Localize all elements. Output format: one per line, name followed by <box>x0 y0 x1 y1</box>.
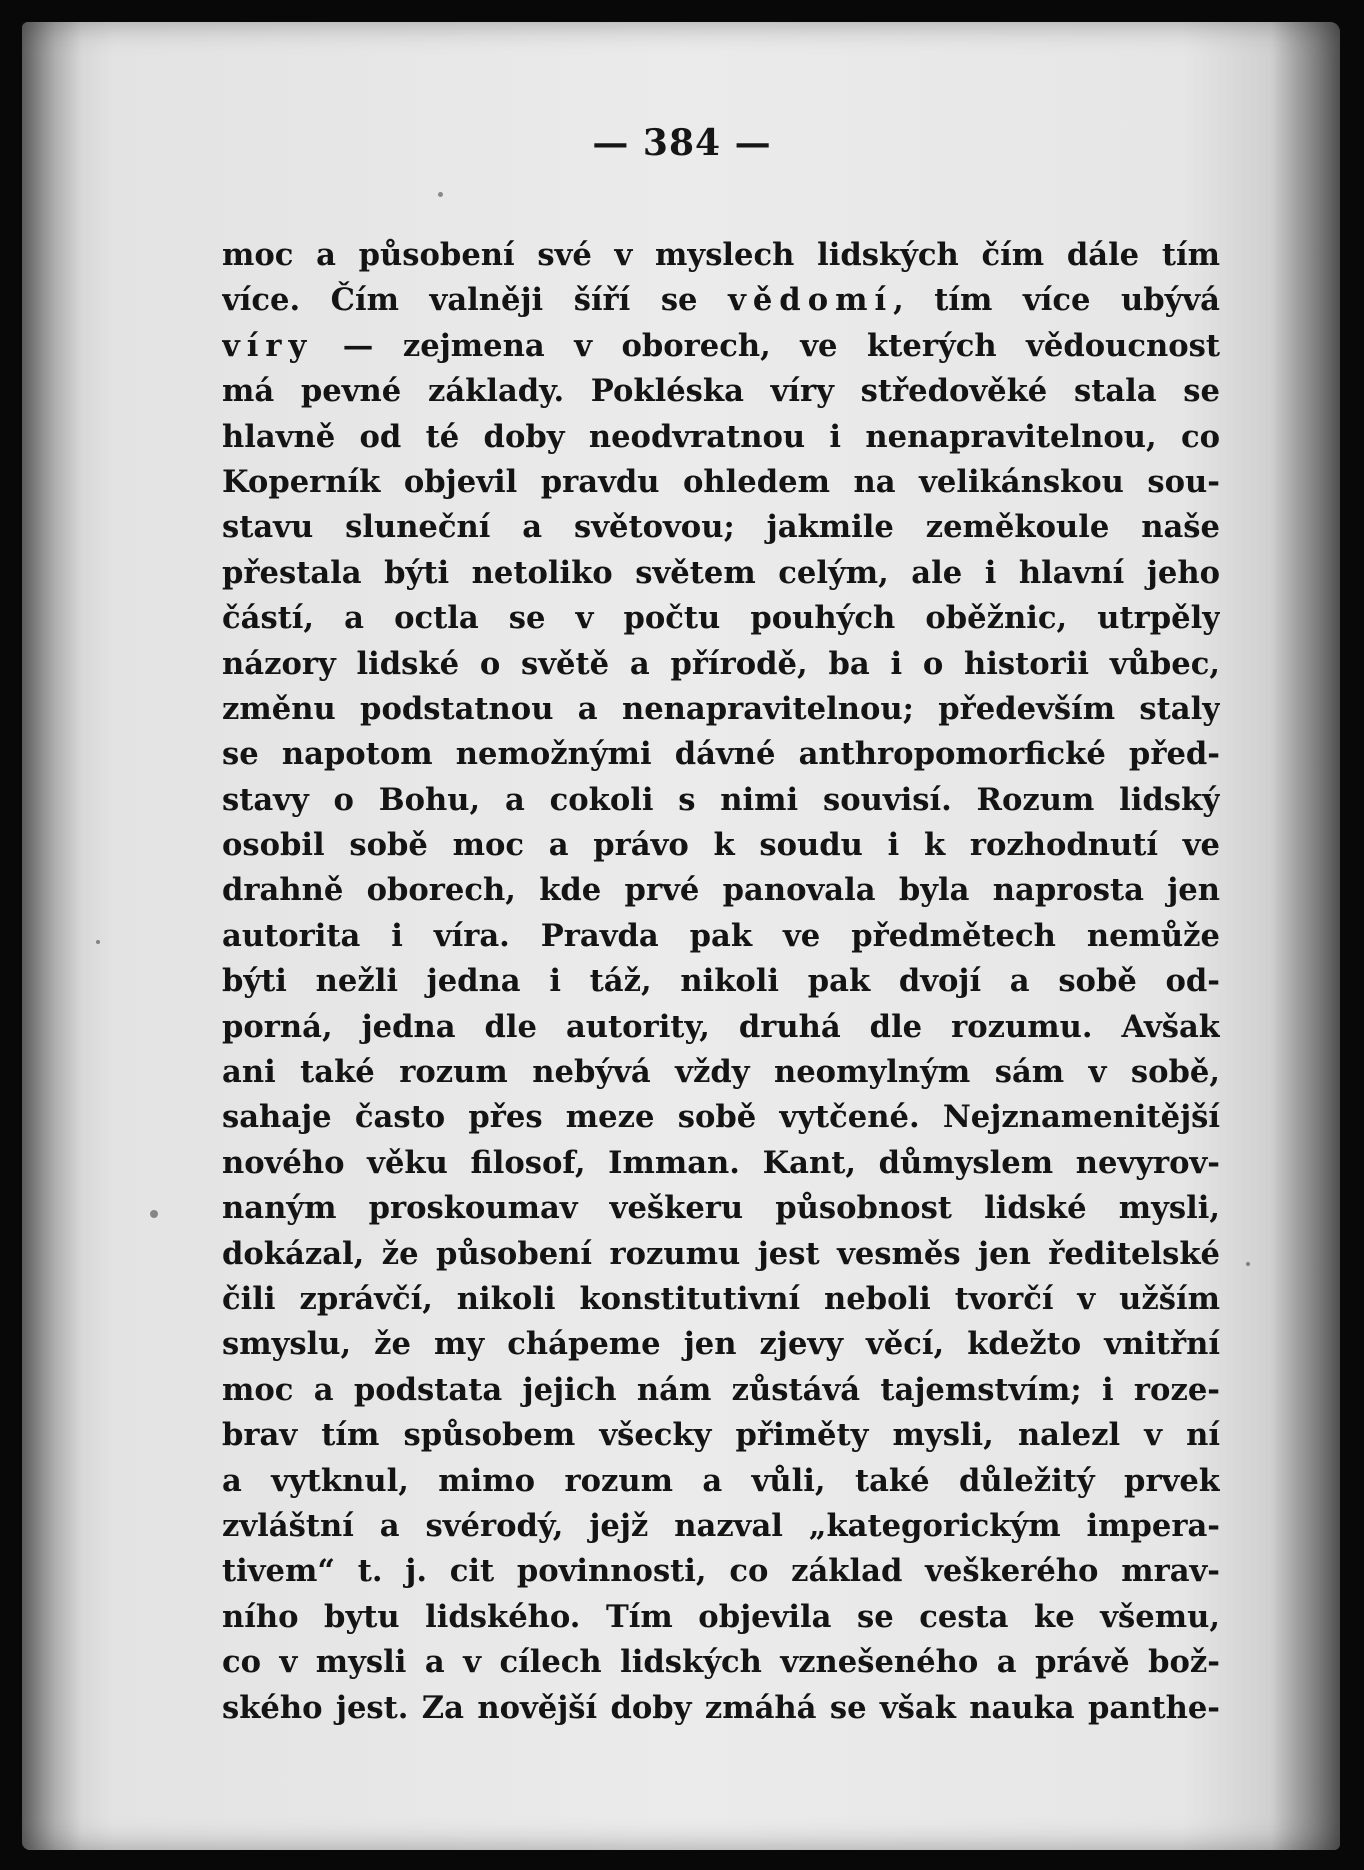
text-line: osobil sobě moc a právo k soudu i k rozhodnutí ve <box>222 827 1220 864</box>
text-line: ního bytu lidského. Tím objevila se cesta ke všemu, <box>222 1598 1220 1635</box>
text-line: moc a podstata jejich nám zůstává tajemstvím; i roze- <box>222 1371 1220 1408</box>
text-line: porná, jedna dle autority, druhá dle rozumu. Avšak <box>222 1008 1220 1045</box>
text-line: zvláštní a svérodý, jejž nazval „kategorickým impera- <box>222 1507 1220 1544</box>
text-line: smyslu, že my chápeme jen zjevy věcí, kdežto vnitřní <box>222 1326 1220 1363</box>
text-line: stavy o Bohu, a cokoli s nimi souvisí. Rozum lidský <box>222 781 1220 818</box>
text-line: moc a působení své v myslech lidských čím dále tím <box>222 237 1220 273</box>
text-line: stavu sluneční a světovou; jakmile zeměkoule naše <box>222 509 1220 546</box>
text-line: ského jest. Za novější doby zmáhá se však nauka panthe- <box>222 1689 1220 1726</box>
text-line: brav tím spůsobem všecky přiměty mysli, nalezl v ní <box>222 1417 1220 1454</box>
text-line: naným proskoumav veškeru působnost lidské mysli, <box>222 1190 1220 1227</box>
emphasized-word: víry <box>222 327 314 364</box>
text-line: tivem“ t. j. cit povinnosti, co základ veškerého mrav- <box>222 1553 1220 1590</box>
edge-shadow <box>1270 22 1340 1850</box>
body-text <box>222 233 1220 1731</box>
text-line: se napotom nemožnými dávné anthropomorfické před- <box>222 736 1220 773</box>
text-line: hlavně od té doby neodvratnou i nenapravitelnou, co <box>222 418 1220 455</box>
emphasized-word: vědomí <box>728 282 894 319</box>
text-line: ani také rozum nebývá vždy neomylným sám v sobě, <box>222 1054 1220 1091</box>
text-line: býti nežli jedna i táž, nikoli pak dvojí a sobě od- <box>222 963 1220 1000</box>
text-line: přestala býti netoliko světem celým, ale i hlavní jeho <box>222 554 1220 591</box>
text-line: drahně oborech, kde prvé panovala byla naprosta jen <box>222 872 1220 909</box>
page-number: — 384 — <box>592 122 772 164</box>
text-line: nového věku filosof, Imman. Kant, důmyslem nevyrov- <box>222 1144 1220 1181</box>
text-line: více. Čím valněji šíří se vědomí, tím více ubývá <box>222 282 1220 319</box>
text-line: čili zprávčí, nikoli konstitutivní neboli tvorčí v užším <box>222 1280 1220 1317</box>
text-line: Koperník objevil pravdu ohledem na velikánskou sou- <box>222 463 1220 500</box>
text-line: autorita i víra. Pravda pak ve předmětech nemůže <box>222 917 1220 954</box>
paper-speck <box>1246 1262 1250 1266</box>
text-line: co v mysli a v cílech lidských vznešeného a právě bož- <box>222 1644 1220 1681</box>
text-line: změnu podstatnou a nenapravitelnou; především staly <box>222 690 1220 727</box>
text-line: sahaje často přes meze sobě vytčené. Nejznamenitější <box>222 1099 1220 1136</box>
paper-speck <box>150 1210 158 1218</box>
paper-speck <box>96 940 100 944</box>
text-line: víry — zejmena v oborech, ve kterých vědoucnost <box>222 327 1220 364</box>
paper-speck <box>438 192 443 197</box>
text-line: a vytknul, mimo rozum a vůli, také důležitý prvek <box>222 1462 1220 1499</box>
text-line: dokázal, že působení rozumu jest vesměs jen ředitelské <box>222 1235 1220 1272</box>
text-line: částí, a octla se v počtu pouhých oběžnic, utrpěly <box>222 600 1220 637</box>
text-line: názory lidské o světě a přírodě, ba i o historii vůbec, <box>222 645 1220 682</box>
spine-shadow <box>22 22 82 1850</box>
text-line: má pevné základy. Pokléska víry středověké stala se <box>222 373 1220 410</box>
